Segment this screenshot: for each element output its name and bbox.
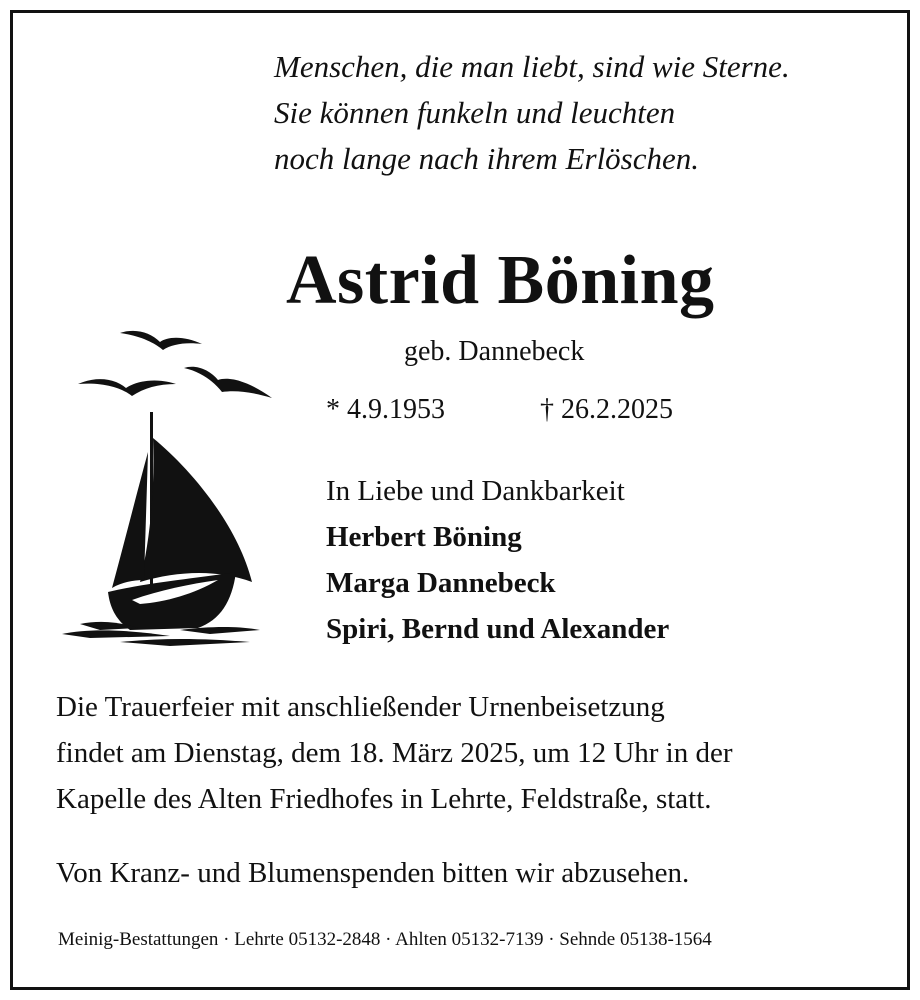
seagull-icon (78, 379, 176, 396)
quote-line: Menschen, die man liebt, sind wie Sterne. (274, 49, 790, 84)
jib-sail (112, 452, 148, 588)
death-date: † 26.2.2025 (540, 394, 673, 425)
main-sail (140, 438, 252, 582)
seagull-icon (120, 331, 202, 350)
quote-line: noch lange nach ihrem Erlöschen. (274, 141, 700, 176)
maiden-name: geb. Dannebeck (404, 336, 585, 367)
life-dates (326, 390, 673, 430)
quote-line: Sie können funkeln und leuchten (274, 95, 676, 130)
deceased-name: Astrid Böning (286, 242, 715, 319)
seagull-icon (184, 367, 272, 398)
memorial-quote (274, 44, 874, 182)
mourner-name: Spiri, Bernd und Alexander (326, 613, 670, 645)
mourner-name: Marga Dannebeck (326, 567, 556, 599)
sailing-ship-with-seagulls-icon (60, 320, 280, 650)
funeral-home-contact: Meinig-Bestattungen · Lehrte 05132-2848 · Ahlten 05132-7139 · Sehnde 05138-1564 (58, 929, 712, 950)
mourners-intro: In Liebe und Dankbarkeit (326, 475, 625, 507)
ceremony-line: Kapelle des Alten Friedhofes in Lehrte, Feldstraße, statt. (56, 783, 712, 815)
ceremony-line: findet am Dienstag, dem 18. März 2025, um 12 Uhr in der (56, 737, 733, 769)
ceremony-line: Die Trauerfeier mit anschließender Urnenbeisetzung (56, 691, 665, 723)
mourner-name: Herbert Böning (326, 521, 522, 553)
birth-date: * 4.9.1953 (326, 394, 445, 425)
flowers-note: Von Kranz- und Blumenspenden bitten wir abzusehen. (56, 857, 690, 889)
mourners (326, 468, 669, 652)
ceremony-info (56, 684, 876, 822)
